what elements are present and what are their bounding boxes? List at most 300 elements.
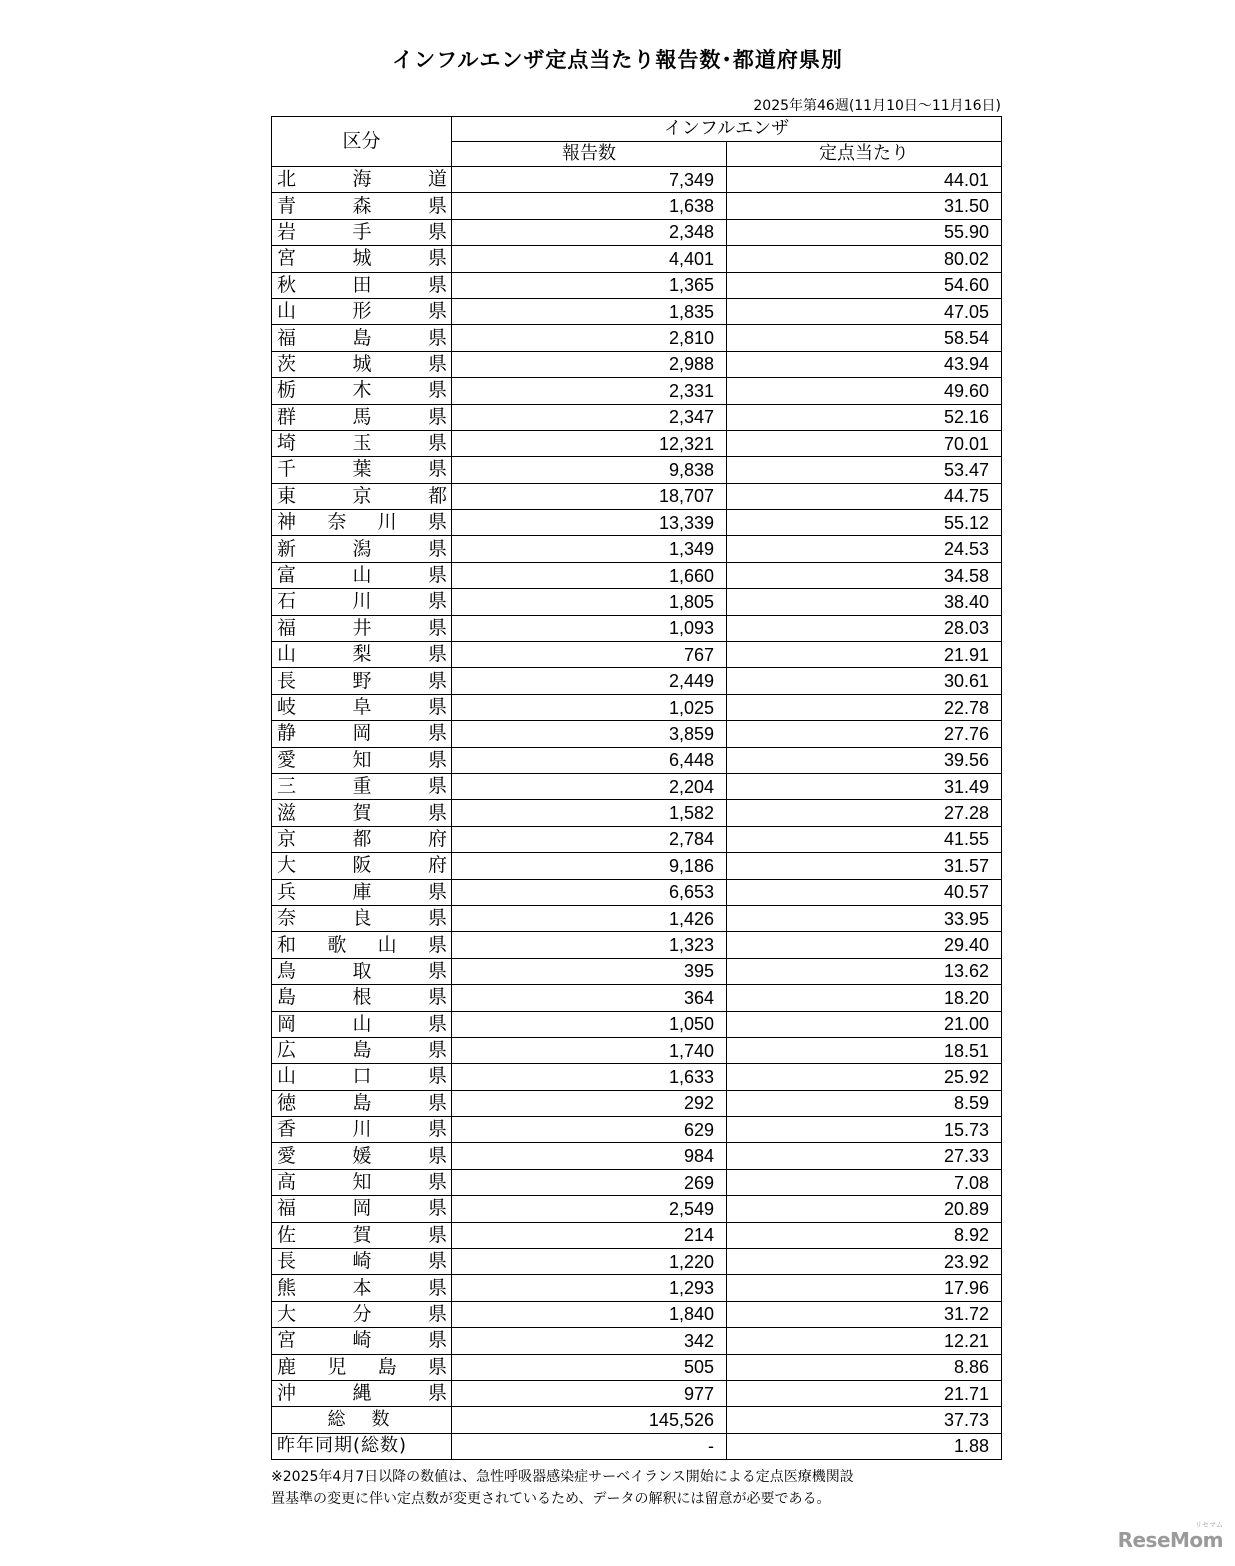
per-sentinel-cell: 47.05 — [727, 298, 1002, 324]
prefecture-char: 島 — [352, 1091, 372, 1114]
prefecture-char: 道 — [427, 168, 447, 191]
reports-cell: 1,638 — [452, 193, 727, 219]
prefecture-char: 三 — [277, 775, 297, 798]
prefecture-char: 岩 — [277, 220, 297, 243]
reports-cell: 395 — [452, 958, 727, 984]
prefecture-char: 県 — [427, 1250, 447, 1273]
prefecture-name — [272, 378, 452, 404]
header-reports: 報告数 — [452, 142, 727, 167]
prefecture-name — [272, 351, 452, 377]
prefecture-char: 川 — [352, 590, 372, 613]
prefecture-char: 宮 — [277, 1329, 297, 1352]
per-sentinel-cell: 43.94 — [727, 351, 1002, 377]
table-row — [272, 615, 1002, 641]
prefecture-name — [272, 668, 452, 694]
prefecture-char: 木 — [352, 379, 372, 402]
reports-cell: 7,349 — [452, 167, 727, 193]
prefecture-char: 県 — [427, 1276, 447, 1299]
per-sentinel-cell: 40.57 — [727, 879, 1002, 905]
prefecture-char: 沖 — [277, 1382, 297, 1405]
per-sentinel-cell: 53.47 — [727, 457, 1002, 483]
prefecture-char: 口 — [352, 1065, 372, 1088]
prefecture-char: 県 — [427, 511, 447, 534]
prefecture-char: 森 — [352, 194, 372, 217]
reports-cell: 1,365 — [452, 272, 727, 298]
prefecture-char: 埼 — [277, 432, 297, 455]
prefecture-name — [272, 589, 452, 615]
prefecture-char: 茨 — [277, 352, 297, 375]
header-per-sentinel: 定点当たり — [727, 142, 1002, 167]
reports-cell: 977 — [452, 1380, 727, 1406]
reports-cell: 9,838 — [452, 457, 727, 483]
reports-cell: 505 — [452, 1354, 727, 1380]
prefecture-char: 福 — [277, 326, 297, 349]
per-sentinel-cell: 30.61 — [727, 668, 1002, 694]
total-row — [272, 1407, 1002, 1433]
prefecture-name — [272, 694, 452, 720]
per-sentinel-cell: 21.00 — [727, 1011, 1002, 1037]
reports-cell: 1,740 — [452, 1037, 727, 1063]
reports-cell: 1,660 — [452, 562, 727, 588]
reports-cell: 364 — [452, 985, 727, 1011]
prefecture-char: 県 — [427, 379, 447, 402]
reports-cell: 2,204 — [452, 773, 727, 799]
prefecture-char: 長 — [277, 1250, 297, 1273]
reports-cell: 269 — [452, 1169, 727, 1195]
per-sentinel-cell: 18.20 — [727, 985, 1002, 1011]
prefecture-char: 県 — [427, 986, 447, 1009]
table-row — [272, 905, 1002, 931]
table-row — [272, 1249, 1002, 1275]
prefecture-char: 県 — [427, 458, 447, 481]
prefecture-char: 川 — [377, 511, 397, 534]
prefecture-char: 取 — [352, 959, 372, 982]
prefecture-char: 秋 — [277, 273, 297, 296]
total-label: 総数 — [272, 1407, 452, 1433]
prefecture-char: 賀 — [352, 801, 372, 824]
last-year-per-sentinel: 1.88 — [727, 1433, 1002, 1459]
logo-text: ReseMom — [1117, 1528, 1223, 1552]
prefecture-name — [272, 985, 452, 1011]
prefecture-char: 佐 — [277, 1223, 297, 1246]
prefecture-char: 県 — [427, 1065, 447, 1088]
per-sentinel-cell: 22.78 — [727, 694, 1002, 720]
table-body — [272, 167, 1002, 1407]
prefecture-char: 歌 — [327, 933, 347, 956]
prefecture-char: 大 — [277, 854, 297, 877]
prefecture-name — [272, 536, 452, 562]
prefecture-char: 栃 — [277, 379, 297, 402]
prefecture-char: 高 — [277, 1171, 297, 1194]
prefecture-char: 知 — [352, 1171, 372, 1194]
prefecture-char: 県 — [427, 537, 447, 560]
prefecture-char: 県 — [427, 194, 447, 217]
prefecture-char: 愛 — [277, 748, 297, 771]
prefecture-char: 井 — [352, 616, 372, 639]
table-row — [272, 219, 1002, 245]
reports-cell: 1,349 — [452, 536, 727, 562]
prefecture-char: 県 — [427, 432, 447, 455]
reports-cell: 18,707 — [452, 483, 727, 509]
prefecture-name — [272, 958, 452, 984]
prefecture-char: 香 — [277, 1118, 297, 1141]
prefecture-char: 島 — [277, 986, 297, 1009]
prefecture-name — [272, 1196, 452, 1222]
prefecture-char: 潟 — [352, 537, 372, 560]
prefecture-char: 梨 — [352, 643, 372, 666]
total-reports: 145,526 — [452, 1407, 727, 1433]
prefecture-char: 静 — [277, 722, 297, 745]
page-title: インフルエンザ定点当たり報告数･都道府県別 — [392, 48, 843, 72]
footnote-line: ※2025年4月7日以降の数値は、急性呼吸器感染症サーベイランス開始による定点医療機関設 — [271, 1469, 854, 1485]
reports-cell: 6,653 — [452, 879, 727, 905]
prefecture-char: 賀 — [352, 1223, 372, 1246]
prefecture-char: 県 — [427, 1223, 447, 1246]
prefecture-char: 野 — [352, 669, 372, 692]
table-row — [272, 430, 1002, 456]
prefecture-char: 根 — [352, 986, 372, 1009]
prefecture-char: 県 — [427, 933, 447, 956]
prefecture-name — [272, 483, 452, 509]
prefecture-name — [272, 932, 452, 958]
influenza-table — [271, 116, 1002, 1460]
prefecture-char: 滋 — [277, 801, 297, 824]
per-sentinel-cell: 17.96 — [727, 1275, 1002, 1301]
prefecture-name — [272, 404, 452, 430]
prefecture-char: 京 — [352, 484, 372, 507]
last-year-label: 昨年同期(総数) — [272, 1433, 452, 1459]
prefecture-name — [272, 826, 452, 852]
per-sentinel-cell: 13.62 — [727, 958, 1002, 984]
prefecture-name — [272, 853, 452, 879]
prefecture-char: 県 — [427, 1382, 447, 1405]
prefecture-char: 県 — [427, 669, 447, 692]
prefecture-char: 県 — [427, 643, 447, 666]
per-sentinel-cell: 21.71 — [727, 1380, 1002, 1406]
table-row — [272, 1328, 1002, 1354]
prefecture-char: 熊 — [277, 1276, 297, 1299]
table-row — [272, 325, 1002, 351]
prefecture-name — [272, 879, 452, 905]
prefecture-name — [272, 773, 452, 799]
prefecture-char: 海 — [352, 168, 372, 191]
per-sentinel-cell: 25.92 — [727, 1064, 1002, 1090]
prefecture-name — [272, 1090, 452, 1116]
reports-cell: 9,186 — [452, 853, 727, 879]
reports-cell: 1,426 — [452, 905, 727, 931]
prefecture-name — [272, 1222, 452, 1248]
prefecture-name — [272, 721, 452, 747]
table-row — [272, 985, 1002, 1011]
report-period: 2025年第46週(11月10日～11月16日) — [753, 98, 1001, 114]
per-sentinel-cell: 27.28 — [727, 800, 1002, 826]
prefecture-char: 県 — [427, 696, 447, 718]
prefecture-char: 徳 — [277, 1091, 297, 1114]
reports-cell: 214 — [452, 1222, 727, 1248]
table-row — [272, 1064, 1002, 1090]
table-row — [272, 932, 1002, 958]
prefecture-name — [272, 562, 452, 588]
per-sentinel-cell: 34.58 — [727, 562, 1002, 588]
prefecture-char: 県 — [427, 1197, 447, 1220]
per-sentinel-cell: 44.01 — [727, 167, 1002, 193]
prefecture-name — [272, 1354, 452, 1380]
per-sentinel-cell: 41.55 — [727, 826, 1002, 852]
table-row — [272, 1011, 1002, 1037]
prefecture-char: 島 — [352, 326, 372, 349]
footnote-line: 置基準の変更に伴い定点数が変更されているため、データの解釈には留意が必要である。 — [271, 1491, 831, 1507]
table-row — [272, 378, 1002, 404]
prefecture-char: 奈 — [327, 511, 347, 534]
prefecture-name — [272, 905, 452, 931]
prefecture-char: 県 — [427, 1144, 447, 1167]
per-sentinel-cell: 28.03 — [727, 615, 1002, 641]
prefecture-char: 県 — [427, 907, 447, 930]
table-row — [272, 404, 1002, 430]
resemom-logo — [1117, 1521, 1223, 1552]
table-row — [272, 589, 1002, 615]
prefecture-char: 城 — [352, 247, 372, 270]
prefecture-name — [272, 1275, 452, 1301]
table-row — [272, 246, 1002, 272]
prefecture-char: 奈 — [277, 907, 297, 930]
prefecture-char: 広 — [277, 1039, 297, 1062]
prefecture-char: 県 — [427, 564, 447, 587]
per-sentinel-cell: 33.95 — [727, 905, 1002, 931]
prefecture-name — [272, 1064, 452, 1090]
prefecture-char: 知 — [352, 748, 372, 771]
prefecture-char: 県 — [427, 616, 447, 639]
table-row — [272, 694, 1002, 720]
reports-cell: 12,321 — [452, 430, 727, 456]
prefecture-char: 川 — [352, 1118, 372, 1141]
prefecture-char: 阪 — [352, 854, 372, 877]
prefecture-name — [272, 167, 452, 193]
last-year-reports: - — [452, 1433, 727, 1459]
table-row — [272, 457, 1002, 483]
per-sentinel-cell: 55.12 — [727, 510, 1002, 536]
prefecture-char: 田 — [352, 273, 372, 296]
table-row — [272, 1196, 1002, 1222]
prefecture-char: 山 — [352, 564, 372, 587]
prefecture-char: 大 — [277, 1302, 297, 1325]
prefecture-char: 県 — [427, 775, 447, 798]
reports-cell: 13,339 — [452, 510, 727, 536]
prefecture-char: 都 — [352, 827, 372, 850]
prefecture-char: 県 — [427, 273, 447, 296]
table-row — [272, 536, 1002, 562]
reports-cell: 1,093 — [452, 615, 727, 641]
reports-cell: 1,805 — [452, 589, 727, 615]
reports-cell: 2,449 — [452, 668, 727, 694]
prefecture-char: 山 — [277, 643, 297, 666]
prefecture-char: 県 — [427, 220, 447, 243]
per-sentinel-cell: 55.90 — [727, 219, 1002, 245]
reports-cell: 1,293 — [452, 1275, 727, 1301]
prefecture-name — [272, 430, 452, 456]
per-sentinel-cell: 80.02 — [727, 246, 1002, 272]
table-row — [272, 1380, 1002, 1406]
prefecture-char: 府 — [427, 827, 447, 850]
prefecture-name — [272, 1117, 452, 1143]
prefecture-char: 形 — [352, 300, 372, 323]
prefecture-char: 県 — [427, 247, 447, 270]
prefecture-name — [272, 246, 452, 272]
reports-cell: 984 — [452, 1143, 727, 1169]
prefecture-char: 玉 — [352, 432, 372, 455]
prefecture-char: 山 — [277, 300, 297, 323]
footnote — [271, 1466, 1011, 1510]
reports-cell: 2,988 — [452, 351, 727, 377]
reports-cell: 2,348 — [452, 219, 727, 245]
prefecture-char: 兵 — [277, 880, 297, 903]
prefecture-char: 山 — [277, 1065, 297, 1088]
prefecture-name — [272, 272, 452, 298]
prefecture-name — [272, 1011, 452, 1037]
per-sentinel-cell: 24.53 — [727, 536, 1002, 562]
prefecture-char: 崎 — [352, 1250, 372, 1273]
table-row — [272, 1090, 1002, 1116]
prefecture-char: 府 — [427, 854, 447, 877]
table-row — [272, 668, 1002, 694]
table-row — [272, 1169, 1002, 1195]
table-row — [272, 1117, 1002, 1143]
prefecture-char: 県 — [427, 801, 447, 824]
reports-cell: 2,549 — [452, 1196, 727, 1222]
prefecture-char: 富 — [277, 564, 297, 587]
table-row — [272, 826, 1002, 852]
prefecture-char: 京 — [277, 827, 297, 850]
prefecture-name — [272, 1143, 452, 1169]
prefecture-char: 東 — [277, 484, 297, 507]
prefecture-char: 岡 — [277, 1012, 297, 1035]
per-sentinel-cell: 8.86 — [727, 1354, 1002, 1380]
prefecture-char: 県 — [427, 590, 447, 613]
prefecture-name — [272, 193, 452, 219]
prefecture-char: 千 — [277, 458, 297, 481]
prefecture-char: 県 — [427, 1039, 447, 1062]
reports-cell: 1,323 — [452, 932, 727, 958]
prefecture-char: 県 — [427, 300, 447, 323]
prefecture-char: 山 — [377, 933, 397, 956]
per-sentinel-cell: 38.40 — [727, 589, 1002, 615]
prefecture-char: 良 — [352, 907, 372, 930]
table-row — [272, 298, 1002, 324]
prefecture-char: 城 — [352, 352, 372, 375]
prefecture-char: 石 — [277, 590, 297, 613]
prefecture-char: 新 — [277, 537, 297, 560]
prefecture-char: 県 — [427, 1329, 447, 1352]
total-per-sentinel: 37.73 — [727, 1407, 1002, 1433]
reports-cell: 1,220 — [452, 1249, 727, 1275]
per-sentinel-cell: 27.76 — [727, 721, 1002, 747]
prefecture-char: 和 — [277, 933, 297, 956]
prefecture-name — [272, 642, 452, 668]
per-sentinel-cell: 21.91 — [727, 642, 1002, 668]
prefecture-char: 馬 — [352, 405, 372, 428]
per-sentinel-cell: 31.50 — [727, 193, 1002, 219]
per-sentinel-cell: 20.89 — [727, 1196, 1002, 1222]
prefecture-name — [272, 325, 452, 351]
reports-cell: 292 — [452, 1090, 727, 1116]
per-sentinel-cell: 8.59 — [727, 1090, 1002, 1116]
per-sentinel-cell: 70.01 — [727, 430, 1002, 456]
prefecture-name — [272, 1380, 452, 1406]
table-row — [272, 1301, 1002, 1327]
per-sentinel-cell: 12.21 — [727, 1328, 1002, 1354]
prefecture-char: 都 — [427, 484, 447, 507]
prefecture-char: 県 — [427, 1302, 447, 1325]
prefecture-char: 県 — [427, 1091, 447, 1114]
prefecture-char: 宮 — [277, 247, 297, 270]
reports-cell: 1,633 — [452, 1064, 727, 1090]
prefecture-char: 青 — [277, 194, 297, 217]
table-row — [272, 642, 1002, 668]
prefecture-name — [272, 219, 452, 245]
prefecture-char: 山 — [352, 1012, 372, 1035]
table-row — [272, 510, 1002, 536]
per-sentinel-cell: 18.51 — [727, 1037, 1002, 1063]
prefecture-char: 県 — [427, 1171, 447, 1194]
table-row — [272, 879, 1002, 905]
reports-cell: 629 — [452, 1117, 727, 1143]
reports-cell: 2,810 — [452, 325, 727, 351]
prefecture-char: 重 — [352, 775, 372, 798]
prefecture-char: 県 — [427, 959, 447, 982]
prefecture-char: 県 — [427, 352, 447, 375]
prefecture-char: 庫 — [352, 880, 372, 903]
table-row — [272, 721, 1002, 747]
prefecture-char: 縄 — [352, 1382, 372, 1405]
prefecture-char: 福 — [277, 1197, 297, 1220]
per-sentinel-cell: 58.54 — [727, 325, 1002, 351]
prefecture-char: 岡 — [352, 1197, 372, 1220]
prefecture-char: 岐 — [277, 696, 297, 718]
prefecture-char: 岡 — [352, 722, 372, 745]
prefecture-char: 葉 — [352, 458, 372, 481]
header-disease: インフルエンザ — [452, 117, 1002, 142]
reports-cell: 1,025 — [452, 694, 727, 720]
table-row — [272, 167, 1002, 193]
per-sentinel-cell: 7.08 — [727, 1169, 1002, 1195]
prefecture-char: 北 — [277, 168, 297, 191]
prefecture-char: 児 — [327, 1355, 347, 1378]
prefecture-char: 県 — [427, 1118, 447, 1141]
prefecture-char: 手 — [352, 220, 372, 243]
per-sentinel-cell: 27.33 — [727, 1143, 1002, 1169]
prefecture-name — [272, 1037, 452, 1063]
prefecture-char: 鹿 — [277, 1355, 297, 1378]
table-row — [272, 853, 1002, 879]
per-sentinel-cell: 15.73 — [727, 1117, 1002, 1143]
per-sentinel-cell: 52.16 — [727, 404, 1002, 430]
prefecture-char: 県 — [427, 405, 447, 428]
reports-cell: 6,448 — [452, 747, 727, 773]
reports-cell: 2,784 — [452, 826, 727, 852]
table-row — [272, 1275, 1002, 1301]
prefecture-char: 県 — [427, 1355, 447, 1378]
reports-cell: 1,582 — [452, 800, 727, 826]
reports-cell: 1,050 — [452, 1011, 727, 1037]
per-sentinel-cell: 54.60 — [727, 272, 1002, 298]
prefecture-char: 鳥 — [277, 959, 297, 982]
per-sentinel-cell: 29.40 — [727, 932, 1002, 958]
logo-kana: リセマム — [1195, 1521, 1223, 1529]
prefecture-char: 本 — [352, 1276, 372, 1299]
prefecture-char: 分 — [352, 1302, 372, 1325]
prefecture-char: 阜 — [352, 696, 372, 718]
per-sentinel-cell: 49.60 — [727, 378, 1002, 404]
